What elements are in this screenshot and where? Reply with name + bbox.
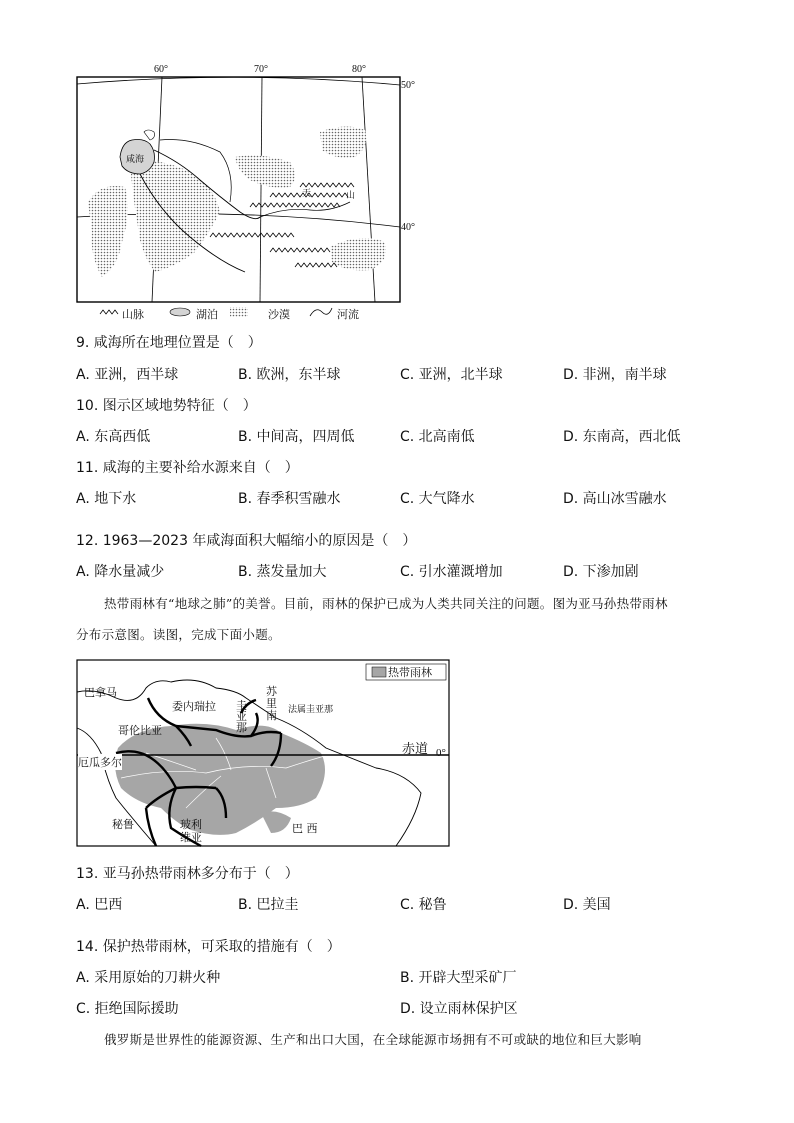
label-panama: 巴拿马 [84, 686, 117, 699]
label-bolivia-1: 玻利 [180, 818, 202, 831]
legend-mountain-label: 山脉 [122, 308, 144, 321]
desert-balkhash [320, 126, 366, 157]
question-14-stem: 14. 保护热带雨林，可采取的措施有（ ） [76, 939, 341, 955]
q9-option-a[interactable]: A. 亚洲，西半球 [76, 367, 179, 383]
q10-option-a[interactable]: A. 东高西低 [76, 429, 151, 445]
q10-option-d[interactable]: D. 东南高，西北低 [563, 429, 681, 445]
question-9-stem: 9. 咸海所在地理位置是（ ） [76, 335, 262, 351]
aral-sea-map-svg [70, 62, 430, 324]
label-guyana-1: 圭 [236, 699, 247, 712]
q11-option-d[interactable]: D. 高山冰雪融水 [563, 491, 667, 507]
tianshan-label-1: 天 [302, 189, 312, 199]
label-suriname-1: 苏 [266, 685, 277, 698]
label-suriname [266, 686, 277, 722]
question-13-stem: 13. 亚马孙热带雨林多分布于（ ） [76, 866, 299, 882]
aral-sea-map [70, 62, 430, 324]
label-colombia: 哥伦比亚 [118, 724, 162, 737]
legend-rainforest-label: 热带雨林 [388, 666, 432, 679]
q12-option-b[interactable]: B. 蒸发量加大 [238, 564, 327, 580]
q9-option-c[interactable]: C. 亚洲，北半球 [400, 367, 503, 383]
label-guyana-2: 亚 [236, 710, 247, 723]
lon-label-60: 60° [154, 64, 168, 75]
legend-river-icon [310, 308, 332, 316]
passage-rainforest-line2: 分布示意图。读图，完成下面小题。 [76, 627, 281, 642]
q11-option-a[interactable]: A. 地下水 [76, 491, 137, 507]
q9-option-d[interactable]: D. 非洲，南半球 [563, 367, 667, 383]
lat-label-50: 50° [401, 80, 415, 91]
q12-option-a[interactable]: A. 降水量减少 [76, 564, 165, 580]
legend-desert-label: 沙漠 [268, 308, 290, 321]
q12-option-d[interactable]: D. 下渗加剧 [563, 564, 639, 580]
label-guyana-3: 那 [236, 721, 247, 734]
lon-label-70: 70° [254, 64, 268, 75]
q14-option-b[interactable]: B. 开辟大型采矿厂 [400, 970, 517, 986]
q14-option-c[interactable]: C. 拒绝国际援助 [76, 1001, 179, 1017]
lat-label-40: 40° [401, 222, 415, 233]
label-brazil: 巴 西 [292, 822, 318, 835]
question-10-stem: 10. 图示区域地势特征（ ） [76, 398, 257, 414]
q13-option-d[interactable]: D. 美国 [563, 897, 611, 913]
label-peru: 秘鲁 [112, 818, 134, 831]
label-bolivia-2: 维亚 [180, 831, 202, 844]
q14-option-d[interactable]: D. 设立雨林保护区 [400, 1001, 518, 1017]
q11-option-b[interactable]: B. 春季积雪融水 [238, 491, 341, 507]
passage-russia-energy: 俄罗斯是世界性的能源资源、生产和出口大国，在全球能源市场拥有不可或缺的地位和巨大影响 [104, 1032, 642, 1047]
legend-mountain-icon [100, 310, 118, 314]
label-equator: 赤道 [402, 742, 429, 757]
label-suriname-2: 里 [266, 697, 277, 710]
legend-lake-icon [170, 308, 190, 316]
q13-option-a[interactable]: A. 巴西 [76, 897, 123, 913]
q13-option-c[interactable]: C. 秘鲁 [400, 897, 447, 913]
legend-desert-icon [230, 307, 248, 317]
q10-option-c[interactable]: C. 北高南低 [400, 429, 475, 445]
amazon-rainforest-map [76, 658, 452, 848]
q9-option-b[interactable]: B. 欧洲，东半球 [238, 367, 341, 383]
q10-option-b[interactable]: B. 中间高，四周低 [238, 429, 355, 445]
label-ecuador: 厄瓜多尔 [78, 756, 122, 769]
label-bolivia [180, 818, 202, 844]
tianshan-label-2: 山 [346, 191, 356, 201]
label-french-guiana: 法属圭亚那 [288, 705, 334, 715]
label-zero-degree: 0° [436, 747, 446, 759]
q12-option-c[interactable]: C. 引水灌溉增加 [400, 564, 503, 580]
q13-option-b[interactable]: B. 巴拉圭 [238, 897, 299, 913]
legend-rainforest-swatch [372, 667, 386, 677]
label-venezuela: 委内瑞拉 [172, 700, 216, 713]
q11-option-c[interactable]: C. 大气降水 [400, 491, 475, 507]
question-11-stem: 11. 咸海的主要补给水源来自（ ） [76, 460, 299, 476]
label-suriname-3: 南 [266, 709, 277, 722]
legend-lake-label: 湖泊 [196, 308, 218, 321]
question-12-stem: 12. 1963—2023 年咸海面积大幅缩小的原因是（ ） [76, 533, 417, 549]
legend-river-label: 河流 [337, 308, 359, 321]
label-guyana [236, 700, 247, 733]
passage-rainforest-line1: 热带雨林有“地球之肺”的美誉。目前，雨林的保护已成为人类共同关注的问题。图为亚马孙热带雨林 [104, 596, 668, 611]
aral-sea-label: 咸海 [126, 155, 145, 165]
q14-option-a[interactable]: A. 采用原始的刀耕火种 [76, 970, 221, 986]
lon-label-80: 80° [352, 64, 366, 75]
